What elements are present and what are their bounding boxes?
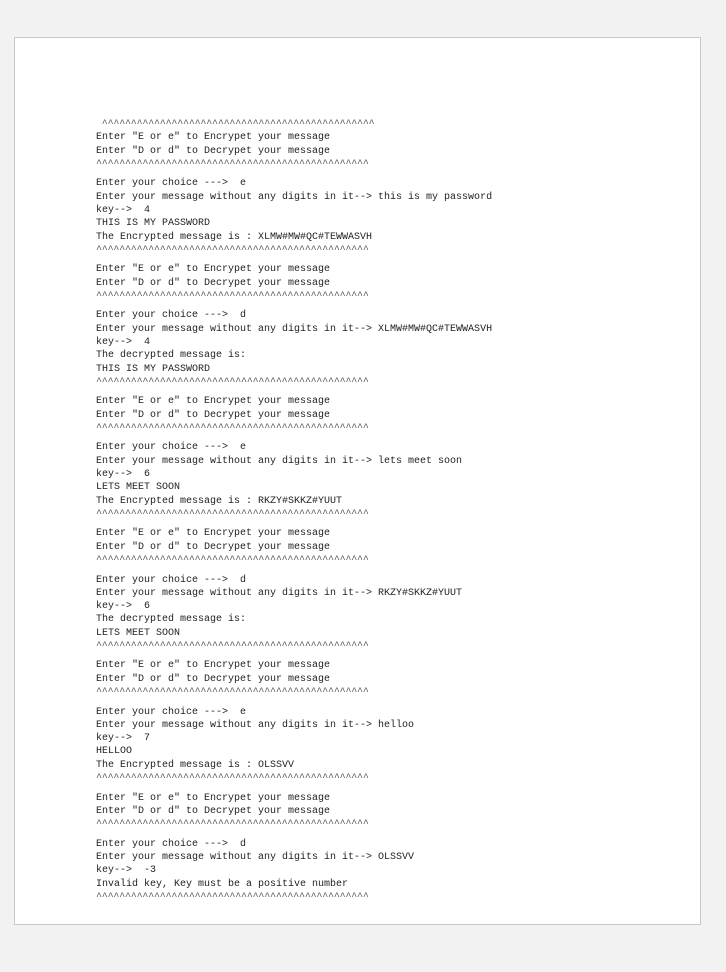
console-line: Enter your choice ---> e (96, 178, 247, 190)
console-line: Enter "D or d" to Decrypet your message (96, 673, 331, 685)
console-line: The Encrypted message is : XLMW#MW#QC#TEWWASVH (96, 231, 373, 243)
console-line: Enter your message without any digits in it--> lets meet soon (96, 455, 463, 467)
console-line: LETS MEET SOON (96, 627, 181, 639)
separator-line: ^^^^^^^^^^^^^^^^^^^^^^^^^^^^^^^^^^^^^^^^^^^^^^^ (96, 376, 369, 388)
console-line: Enter "E or e" to Encrypet your message (96, 396, 331, 408)
separator-line: ^^^^^^^^^^^^^^^^^^^^^^^^^^^^^^^^^^^^^^^^^^^^^^^ (96, 891, 369, 903)
separator-line: ^^^^^^^^^^^^^^^^^^^^^^^^^^^^^^^^^^^^^^^^^^^^^^^ (96, 158, 369, 170)
separator-line: ^^^^^^^^^^^^^^^^^^^^^^^^^^^^^^^^^^^^^^^^^^^^^^^ (96, 773, 369, 785)
console-line: The decrypted message is: (96, 350, 247, 362)
separator-line: ^^^^^^^^^^^^^^^^^^^^^^^^^^^^^^^^^^^^^^^^^^^^^^^ (96, 819, 369, 831)
console-line: Enter "D or d" to Decrypet your message (96, 409, 331, 421)
separator-line: ^^^^^^^^^^^^^^^^^^^^^^^^^^^^^^^^^^^^^^^^^^^^^^^ (96, 422, 369, 434)
separator-line: ^^^^^^^^^^^^^^^^^^^^^^^^^^^^^^^^^^^^^^^^^^^^^^^ (96, 244, 369, 256)
separator-line: ^^^^^^^^^^^^^^^^^^^^^^^^^^^^^^^^^^^^^^^^^^^^^^^ (96, 555, 369, 567)
console-line: key--> 6 (96, 601, 151, 613)
separator-line: ^^^^^^^^^^^^^^^^^^^^^^^^^^^^^^^^^^^^^^^^^^^^^^^ (96, 641, 369, 652)
console-line: Enter "D or d" to Decrypet your message (96, 277, 331, 289)
console-line: Enter "E or e" to Encrypet your message (96, 264, 331, 276)
separator-line: ^^^^^^^^^^^^^^^^^^^^^^^^^^^^^^^^^^^^^^^^^^^^^^^ (96, 119, 375, 130)
console-line: Enter your message without any digits in it--> RKZY#SKKZ#YUUT (96, 587, 463, 599)
console-line: key--> -3 (96, 865, 157, 877)
console-line: Enter your choice ---> d (96, 310, 247, 322)
console-line: Enter your message without any digits in it--> XLMW#MW#QC#TEWWASVH (96, 323, 493, 335)
console-line: key--> 7 (96, 733, 151, 745)
console-line: Enter "E or e" to Encrypet your message (96, 792, 331, 804)
console-line: LETS MEET SOON (96, 482, 181, 494)
console-line: Enter your choice ---> e (96, 442, 247, 454)
console-line: Enter "D or d" to Decrypet your message (96, 541, 331, 553)
console-line: Enter "D or d" to Decrypet your message (96, 805, 331, 817)
console-line: Enter "E or e" to Encrypet your message (96, 660, 331, 672)
console-line: Enter your choice ---> d (96, 574, 247, 586)
console-line: key--> 4 (96, 337, 151, 349)
console-line: Enter your choice ---> e (96, 706, 247, 718)
console-line: Enter your message without any digits in it--> this is my password (96, 191, 493, 203)
console-line: THIS IS MY PASSWORD (96, 363, 211, 375)
console-line: The Encrypted message is : RKZY#SKKZ#YUUT (96, 495, 343, 507)
separator-line: ^^^^^^^^^^^^^^^^^^^^^^^^^^^^^^^^^^^^^^^^^^^^^^^ (96, 508, 369, 520)
console-line: HELLOO (96, 746, 133, 758)
console-line: Enter "E or e" to Encrypet your message (96, 132, 331, 144)
separator-line: ^^^^^^^^^^^^^^^^^^^^^^^^^^^^^^^^^^^^^^^^^^^^^^^ (96, 687, 369, 699)
console-line: Enter your choice ---> d (96, 838, 247, 850)
console-line: The decrypted message is: (96, 614, 247, 626)
document-page (14, 37, 701, 925)
console-line: Enter your message without any digits in it--> OLSSVV (96, 851, 415, 863)
separator-line: ^^^^^^^^^^^^^^^^^^^^^^^^^^^^^^^^^^^^^^^^^^^^^^^ (96, 290, 369, 302)
console-line: Enter "D or d" to Decrypet your message (96, 145, 331, 157)
console-line: Enter "E or e" to Encrypet your message (96, 528, 331, 540)
console-line: THIS IS MY PASSWORD (96, 218, 211, 230)
console-line: Enter your message without any digits in it--> helloo (96, 719, 415, 731)
console-line: The Encrypted message is : OLSSVV (96, 759, 295, 771)
console-line: Invalid key, Key must be a positive number (96, 878, 349, 890)
console-line: key--> 4 (96, 204, 151, 216)
console-output (96, 118, 686, 904)
console-line: key--> 6 (96, 469, 151, 481)
